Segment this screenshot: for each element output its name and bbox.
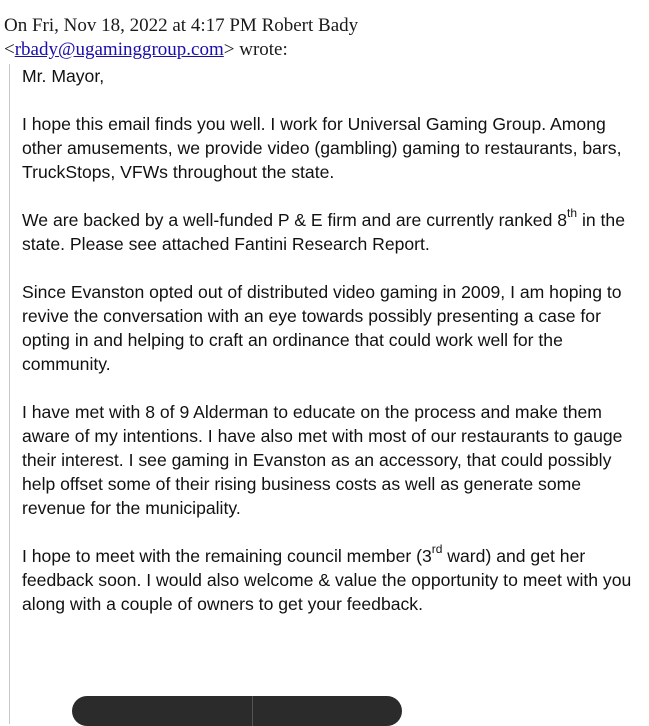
ordinal-suffix-rd: rd (431, 542, 443, 557)
paragraph-1: I hope this email finds you well. I work for Universal Gaming Group. Among other amusements, we provide video (gambling) gaming to restaurants, bars, TruckStops, VFWs throughout the state. (22, 114, 622, 182)
quoted-message (9, 64, 639, 724)
attribution-intro: On Fri, Nov 18, 2022 at 4:17 PM Robert Bady (4, 15, 359, 36)
attribution-lt: < (4, 39, 15, 60)
paragraph-4: I have met with 8 of 9 Alderman to educate on the process and make them aware of my intentions. I have also met with most of our restaurants to gauge their interest. I see gaming in Evanston as an accessory, that could possibly help offset some of their rising business costs as well as generate some revenue for the municipality. (22, 402, 623, 518)
attribution-wrote: > wrote: (223, 39, 288, 60)
toolbar-divider (252, 696, 253, 726)
paragraph-2-text-a: We are backed by a well-funded P & E firm and are currently ranked 8 (22, 210, 568, 230)
paragraph-5 (22, 544, 639, 616)
sender-email-link[interactable]: rbady@ugaminggroup.com (14, 39, 224, 60)
floating-toolbar[interactable] (72, 696, 402, 726)
paragraph-3: Since Evanston opted out of distributed video gaming in 2009, I am hoping to revive the conversation with an eye towards possibly presenting a case for opting in and helping to craft an ordinance that could work well for the community. (22, 282, 622, 374)
ordinal-suffix-th: th (567, 206, 578, 221)
greeting: Mr. Mayor, (22, 66, 105, 86)
paragraph-5-text-a: I hope to meet with the remaining council member (3 (22, 546, 432, 566)
paragraph-2-text-b: in the state. Please see attached Fantini Research Report. (22, 210, 625, 254)
quote-attribution (4, 14, 644, 62)
paragraph-5-text-b: ward) and get her feedback soon. I would also welcome & value the opportunity to meet with you along with a couple of owners to get your feedback. (22, 546, 632, 614)
paragraph-2 (22, 208, 639, 256)
